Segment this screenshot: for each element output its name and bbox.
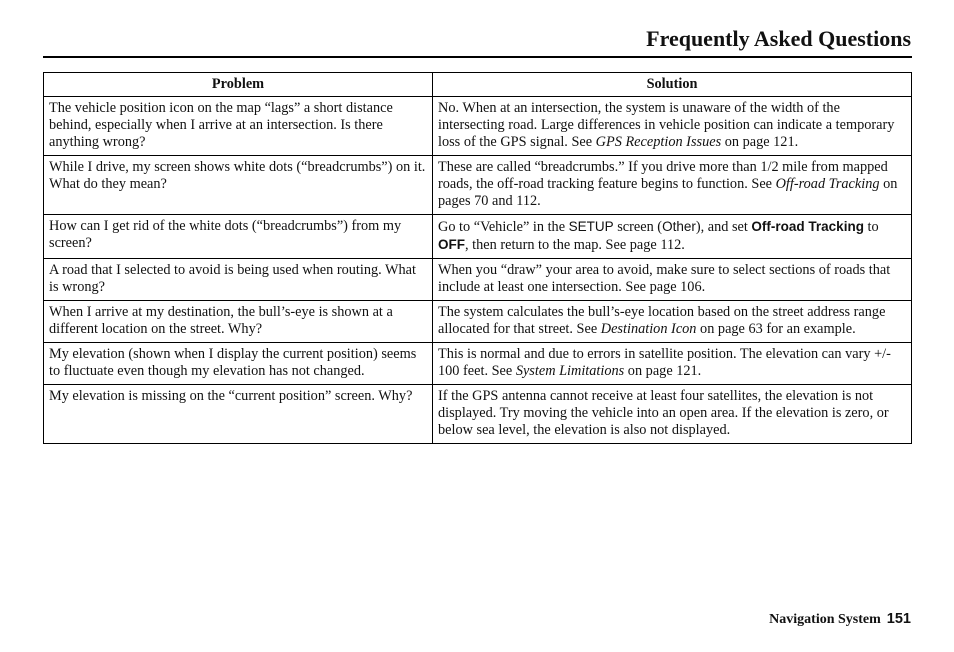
solution-cell xyxy=(433,343,912,385)
page-reference: Off-road Tracking xyxy=(775,176,880,192)
header-solution: Solution xyxy=(433,73,912,97)
solution-text: This is normal and due to errors in satellite position. The elevation can vary +/- 100 feet. See xyxy=(438,346,891,379)
solution-cell xyxy=(433,385,912,444)
solution-text: When you “draw” your area to avoid, make sure to select sections of roads that include at least one intersection. See page 106. xyxy=(438,262,891,295)
table-row xyxy=(44,215,912,259)
solution-cell xyxy=(433,97,912,156)
table-row xyxy=(44,343,912,385)
problem-cell: My elevation (shown when I display the current position) seems to fluctuate even though my elevation has not changed. xyxy=(44,343,433,385)
off-keyword: OFF xyxy=(438,237,465,252)
problem-cell: A road that I selected to avoid is being used when routing. What is wrong? xyxy=(44,259,433,301)
footer-label: Navigation System xyxy=(769,612,881,627)
solution-text: , then return to the map. See page 112. xyxy=(465,237,685,253)
table-row xyxy=(44,156,912,215)
offroad-tracking-keyword: Off-road Tracking xyxy=(751,219,864,234)
table-row xyxy=(44,385,912,444)
page-reference: Destination Icon xyxy=(600,321,697,337)
solution-cell xyxy=(433,259,912,301)
solution-text: on page 121. xyxy=(721,134,799,150)
header-problem: Problem xyxy=(44,73,433,97)
setup-keyword: SETUP xyxy=(568,219,614,234)
faq-table xyxy=(43,72,912,444)
solution-text: on pages 70 and 112. xyxy=(438,176,898,209)
solution-text: to xyxy=(863,219,879,235)
solution-text: The system calculates the bull’s-eye location based on the street address range allocated for that street. See xyxy=(438,304,886,337)
table-row xyxy=(44,301,912,343)
solution-text: No. When at an intersection, the system is unaware of the width of the intersecting road. Large differences in vehicle position can indicate a temporary loss of the GPS signal. See xyxy=(438,100,895,150)
solution-text: screen ( xyxy=(613,219,663,235)
page-title: Frequently Asked Questions xyxy=(646,26,911,51)
table-row xyxy=(44,259,912,301)
problem-cell: The vehicle position icon on the map “lags” a short distance behind, especially when I arrive at an intersection. Is there anything wrong? xyxy=(44,97,433,156)
solution-text: ), and set xyxy=(695,219,752,235)
page-number: 151 xyxy=(886,611,911,627)
table-header-row xyxy=(44,73,912,97)
solution-text: Go to “Vehicle” in the xyxy=(438,219,569,235)
other-keyword: Other xyxy=(662,219,696,234)
problem-cell: When I arrive at my destination, the bull’s-eye is shown at a different location on the street. Why? xyxy=(44,301,433,343)
solution-text: These are called “breadcrumbs.” If you drive more than 1/2 mile from mapped roads, the off-road tracking feature begins to function. See xyxy=(438,159,888,192)
solution-cell xyxy=(433,156,912,215)
solution-cell xyxy=(433,301,912,343)
table-row xyxy=(44,97,912,156)
problem-cell: While I drive, my screen shows white dots (“breadcrumbs”) on it. What do they mean? xyxy=(44,156,433,215)
title-divider xyxy=(43,56,912,58)
problem-cell: My elevation is missing on the “current position” screen. Why? xyxy=(44,385,433,444)
page-reference: System Limitations xyxy=(515,363,625,379)
solution-text: If the GPS antenna cannot receive at least four satellites, the elevation is not displayed. Try moving the vehicle into an open area. If the elevation is zero, or below sea level, the elevation is also not displayed. xyxy=(438,388,889,438)
solution-cell xyxy=(433,215,912,259)
problem-cell: How can I get rid of the white dots (“breadcrumbs”) from my screen? xyxy=(44,215,433,259)
page-footer xyxy=(769,611,911,628)
solution-text: on page 63 for an example. xyxy=(696,321,856,337)
page-reference: GPS Reception Issues xyxy=(595,134,722,150)
solution-text: on page 121. xyxy=(624,363,702,379)
